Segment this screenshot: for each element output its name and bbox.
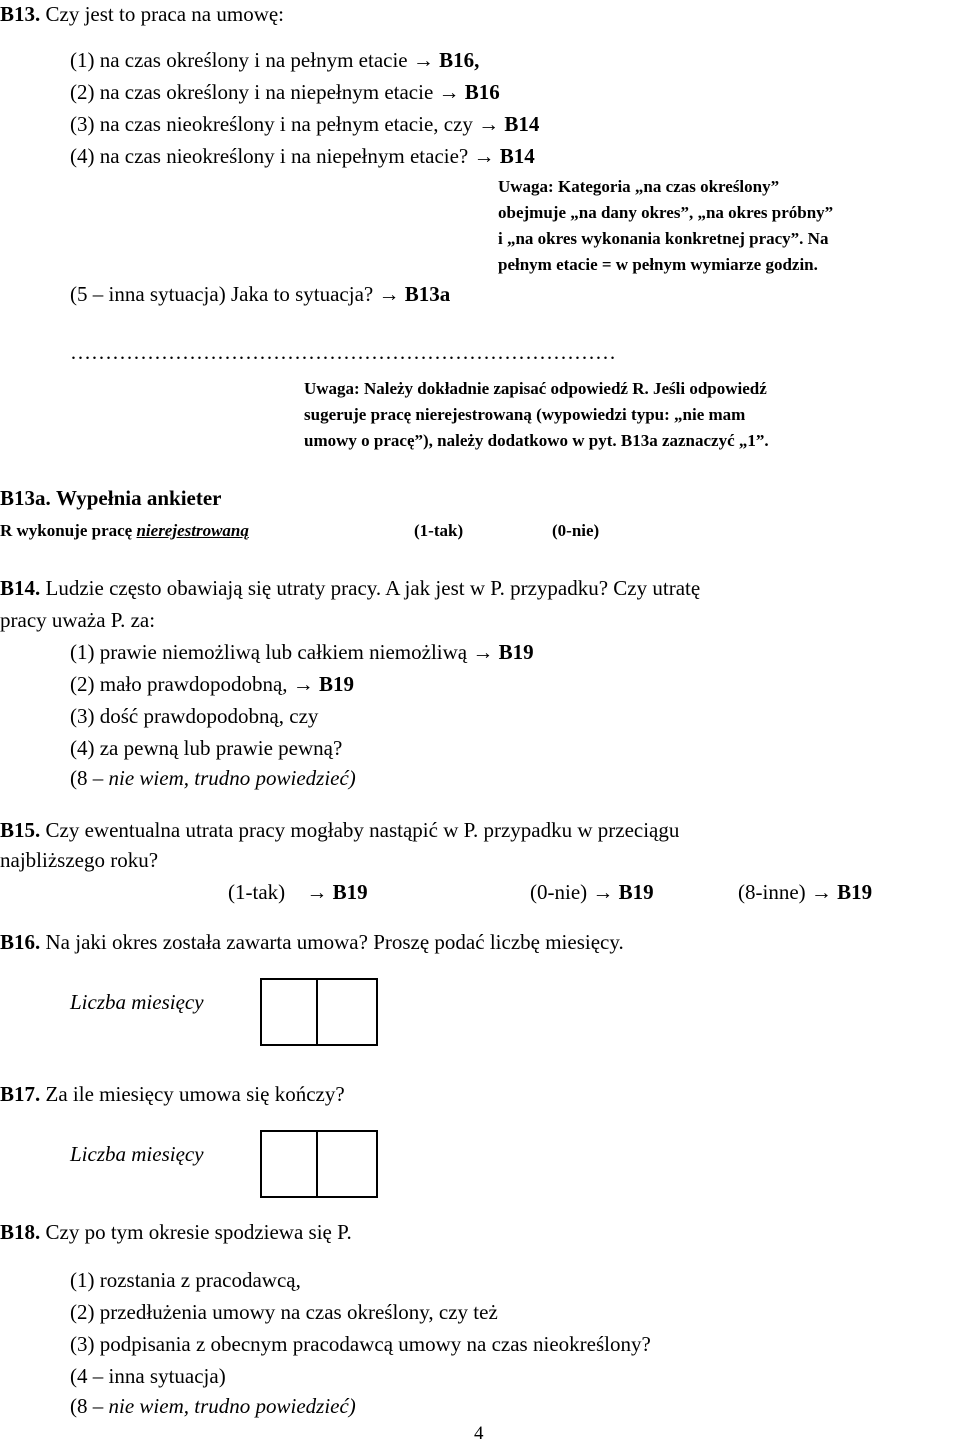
question-b17 (0, 1084, 345, 1105)
jump-target: B16, (439, 48, 480, 72)
question-title: Wypełnia ankieter (56, 486, 222, 510)
statement-emphasis: nierejestrowaną (136, 521, 249, 540)
answer-yes[interactable] (228, 882, 368, 903)
jump-target: B16 (464, 80, 500, 104)
jump-target: B19 (837, 880, 873, 904)
b18-option-3: (3) podpisania z obecnym pracodawcą umowy na czas nieokreślony? (70, 1332, 651, 1356)
digit-box-1[interactable] (260, 978, 318, 1046)
arrow-icon: → (306, 880, 328, 904)
jump-target: B13a (404, 282, 451, 306)
option-text: (5 – inna sytuacja) Jaka to sytuacja? → (70, 282, 405, 306)
answer-text: (8-inne) (738, 880, 806, 904)
interviewer-note-line: Uwaga: Należy dokładnie zapisać odpowiedź R. Jeśli odpowiedź (304, 379, 767, 398)
jump-target: B14 (499, 144, 535, 168)
option-text: (1) prawie niemożliwą lub całkiem niemożliwą → (70, 640, 499, 664)
question-text: Czy po tym okresie spodziewa się P. (45, 1220, 352, 1244)
option-text: (2) mało prawdopodobną, → (70, 672, 320, 696)
question-b15 (0, 820, 679, 841)
answer-other[interactable] (738, 882, 872, 903)
question-b13 (0, 4, 284, 25)
question-text: Na jaki okres została zawarta umowa? Proszę podać liczbę miesięcy. (45, 930, 624, 954)
option-text: (1) na czas określony i na pełnym etacie → (70, 48, 440, 72)
b14-option-1 (70, 642, 534, 663)
question-number: B13. (0, 2, 41, 26)
option-text: (8 – (70, 1394, 109, 1418)
answer-text: (1-tak) (228, 880, 286, 904)
question-b18 (0, 1222, 352, 1243)
b18-option-8 (70, 1396, 356, 1417)
statement-text: R wykonuje pracę (0, 521, 137, 540)
answer-line[interactable]: …………………………………………………………………… (70, 340, 616, 364)
jump-target: B19 (332, 880, 368, 904)
digit-box-2[interactable] (316, 978, 378, 1046)
option-text: (8 – (70, 766, 109, 790)
digit-box-1[interactable] (260, 1130, 318, 1198)
answer-yes[interactable]: (1-tak) (414, 521, 464, 540)
interviewer-note-line: Uwaga: Kategoria „na czas określony” (498, 177, 780, 196)
interviewer-note-line: umowy o pracę”), należy dodatkowo w pyt. B13a zaznaczyć „1”. (304, 431, 769, 450)
question-text: Czy jest to praca na umowę: (45, 2, 285, 26)
question-text: Za ile miesięcy umowa się kończy? (45, 1082, 345, 1106)
question-number: B16. (0, 930, 41, 954)
question-b14 (0, 578, 700, 599)
question-number: B14. (0, 576, 41, 600)
jump-target: B19 (618, 880, 654, 904)
option-text-italic: nie wiem, trudno powiedzieć) (108, 766, 356, 790)
b14-option-2 (70, 674, 354, 695)
page-number: 4 (474, 1423, 484, 1444)
interviewer-note-line: pełnym etacie = w pełnym wymiarze godzin. (498, 255, 818, 274)
question-text: Ludzie często obawiają się utraty pracy. A jak jest w P. przypadku? Czy utratę (45, 576, 701, 600)
field-label: Liczba miesięcy (70, 990, 204, 1014)
interviewer-note-line: i „na okres wykonania konkretnej pracy”. Na (498, 229, 829, 248)
question-number: B13a. (0, 486, 51, 510)
b13-option-5 (70, 284, 450, 305)
option-text: (2) na czas określony i na niepełnym etacie → (70, 80, 465, 104)
jump-target: B19 (319, 672, 355, 696)
b18-option-4: (4 – inna sytuacja) (70, 1364, 226, 1388)
b13-option-1 (70, 50, 479, 71)
b18-option-1: (1) rozstania z pracodawcą, (70, 1268, 301, 1292)
answer-no[interactable] (530, 882, 654, 903)
question-text: Czy ewentualna utrata pracy mogłaby nastąpić w P. przypadku w przeciągu (45, 818, 680, 842)
question-text-cont: pracy uważa P. za: (0, 608, 156, 632)
option-text: (3) na czas nieokreślony i na pełnym etacie, czy → (70, 112, 505, 136)
digit-box-2[interactable] (316, 1130, 378, 1198)
option-text: (4) na czas nieokreślony i na niepełnym etacie? → (70, 144, 500, 168)
arrow-icon: → (592, 880, 614, 904)
answer-no[interactable]: (0-nie) (552, 521, 600, 540)
answer-text: (0-nie) (530, 880, 588, 904)
question-b13a (0, 488, 221, 509)
b13a-statement (0, 522, 249, 539)
b13-option-3 (70, 114, 539, 135)
b13-option-4 (70, 146, 535, 167)
jump-target: B14 (504, 112, 540, 136)
question-b16 (0, 932, 624, 953)
field-label: Liczba miesięcy (70, 1142, 204, 1166)
b13-option-2 (70, 82, 500, 103)
question-number: B18. (0, 1220, 41, 1244)
jump-target: B19 (498, 640, 534, 664)
b14-option-4: (4) za pewną lub prawie pewną? (70, 736, 343, 760)
interviewer-note-line: sugeruje pracę nierejestrowaną (wypowiedzi typu: „nie mam (304, 405, 746, 424)
question-number: B15. (0, 818, 41, 842)
arrow-icon: → (810, 880, 832, 904)
question-number: B17. (0, 1082, 41, 1106)
b14-option-8 (70, 768, 356, 789)
option-text-italic: nie wiem, trudno powiedzieć) (108, 1394, 356, 1418)
question-text-cont: najbliższego roku? (0, 848, 159, 872)
b18-option-2: (2) przedłużenia umowy na czas określony, czy też (70, 1300, 498, 1324)
b14-option-3: (3) dość prawdopodobną, czy (70, 704, 319, 728)
interviewer-note-line: obejmuje „na dany okres”, „na okres próbny” (498, 203, 834, 222)
